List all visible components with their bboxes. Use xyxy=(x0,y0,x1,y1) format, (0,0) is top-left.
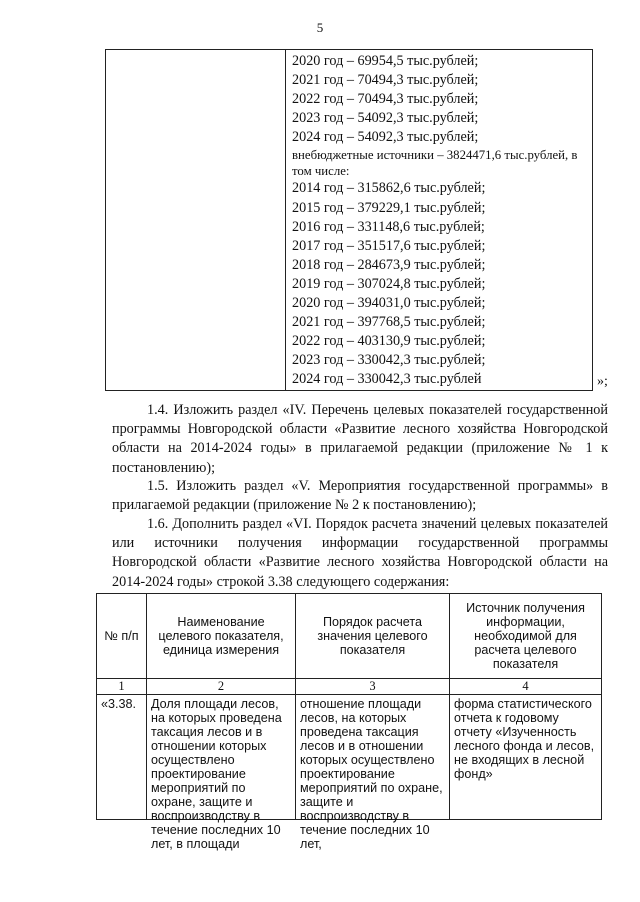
funding-line: 2019 год – 307024,8 тыс.рублей; xyxy=(292,275,486,292)
funding-line: 2023 год – 330042,3 тыс.рублей; xyxy=(292,352,486,369)
column-number: 4 xyxy=(450,679,602,695)
funding-line: 2022 год – 70494,3 тыс.рублей; xyxy=(292,91,479,108)
funding-line: 2018 год – 284673,9 тыс.рублей; xyxy=(292,256,486,273)
funding-line: 2020 год – 69954,5 тыс.рублей; xyxy=(292,53,479,69)
header-info-source: Источник получения информации, необходимой для расчета целевого показателя xyxy=(450,594,602,679)
funding-line: 2023 год – 54092,3 тыс.рублей; xyxy=(292,110,479,127)
funding-line: 2024 год – 330042,3 тыс.рублей xyxy=(292,371,482,388)
funding-line: 2021 год – 70494,3 тыс.рублей; xyxy=(292,72,479,89)
funding-table xyxy=(105,49,593,391)
funding-line: 2016 год – 331148,6 тыс.рублей; xyxy=(292,218,485,235)
row-indicator-name: Доля площади лесов, на которых проведена таксация лесов и в отношении которых осуществлено проектирование мероприятий по охране, защите и воспроизводству в течение последних 10 лет, в площади xyxy=(147,695,296,820)
funding-line: 2015 год – 379229,1 тыс.рублей; xyxy=(292,199,486,216)
funding-line: 2024 год – 54092,3 тыс.рублей; xyxy=(292,129,479,146)
row-info-source: форма статистического отчета к годовому отчету «Изученность лесного фонда и лесов, не входящих в лесной фонд» xyxy=(450,695,602,820)
row-number: «3.38. xyxy=(97,695,147,820)
funding-line: 2017 год – 351517,6 тыс.рублей; xyxy=(292,237,486,254)
indicator-table xyxy=(96,593,602,851)
funding-lines xyxy=(292,52,592,390)
column-number: 2 xyxy=(147,679,296,695)
funding-line: 2014 год – 315862,6 тыс.рублей; xyxy=(292,180,486,197)
funding-line-extrabudgetary: внебюджетные источники – 3824471,6 тыс.рублей, в том числе: xyxy=(292,148,578,179)
header-calculation-order: Порядок расчета значения целевого показателя xyxy=(296,594,450,679)
column-number: 3 xyxy=(296,679,450,695)
row-calculation-order: отношение площади лесов, на которых проведена таксация лесов и в отношении которых осуществлено проектирование мероприятий по охране, защите и воспроизводству в течение последних 10 лет, xyxy=(296,695,450,820)
funding-line: 2020 год – 394031,0 тыс.рублей; xyxy=(292,295,486,312)
funding-line: 2021 год – 397768,5 тыс.рублей; xyxy=(292,314,486,331)
closing-quote: »; xyxy=(597,374,608,389)
column-number: 1 xyxy=(97,679,147,695)
paragraph-1-6: 1.6. Дополнить раздел «VI. Порядок расчета значений целевых показателей или источники получения информации государственной программы Новгородской области «Развитие лесного хозяйства Новгородской области на 2014-2024 годы» строкой 3.38 следующего содержания: xyxy=(112,516,608,590)
table-header-row xyxy=(97,594,602,679)
header-number: № п/п xyxy=(97,594,147,679)
paragraph-1-5: 1.5. Изложить раздел «V. Мероприятия государственной программы» в прилагаемой редакции (приложение № 2 к постановлению); xyxy=(112,478,608,514)
table-column-numbers-row xyxy=(97,679,602,695)
table-column-divider xyxy=(285,50,286,390)
funding-line: 2022 год – 403130,9 тыс.рублей; xyxy=(292,333,486,350)
header-indicator-name: Наименование целевого показателя, единица измерения xyxy=(147,594,296,679)
page-number: 5 xyxy=(316,20,324,35)
paragraph-1-4: 1.4. Изложить раздел «IV. Перечень целевых показателей государственной программы Новгородской области «Развитие лесного хозяйства Новгородской области на 2014-2024 годы» в прилагаемой редакции (приложение № 1 к постановлению); xyxy=(112,402,608,476)
table-row xyxy=(97,695,602,820)
